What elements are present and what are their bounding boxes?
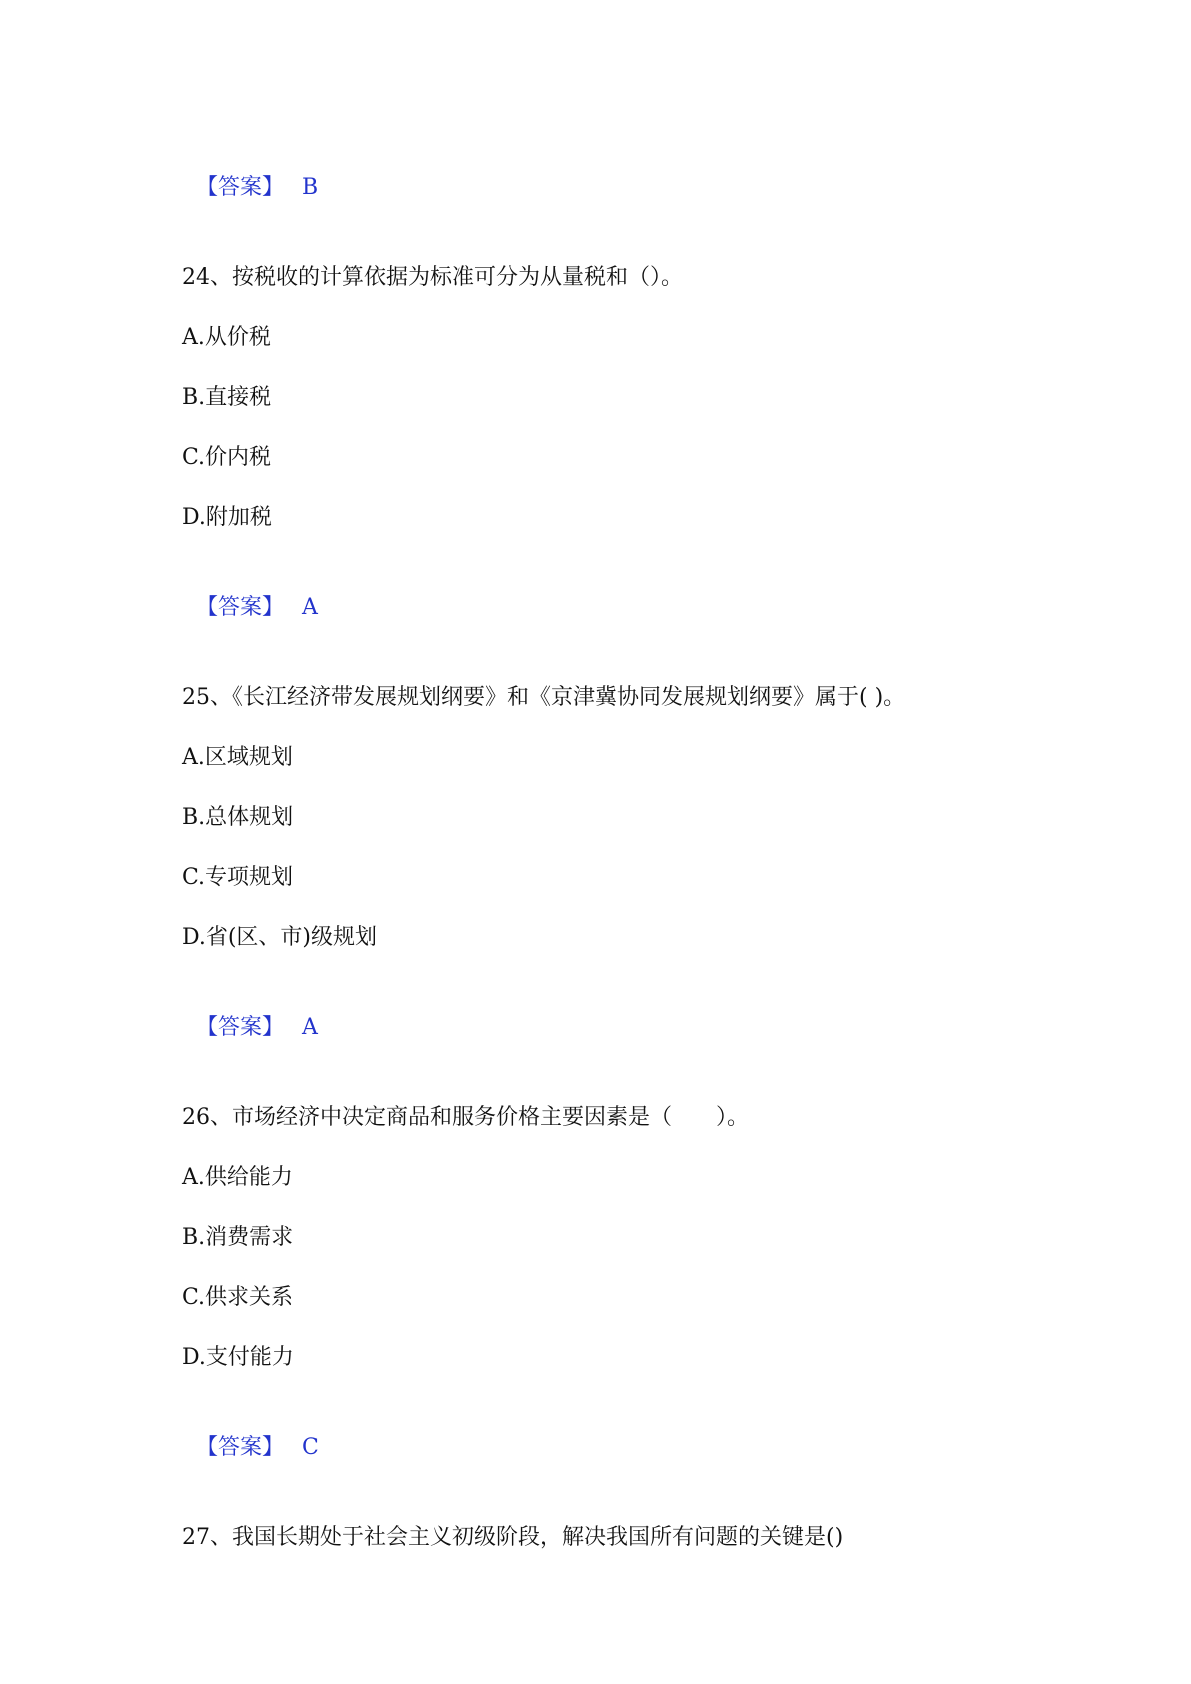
option-24-c: C.价内税 [182,445,272,470]
answer-value: A [302,595,318,620]
question-24: 24、按税收的计算依据为标准可分为从量税和（）。 [182,265,683,290]
option-26-c: C.供求关系 [182,1285,294,1310]
question-25: 25、《长江经济带发展规划纲要》和《京津冀协同发展规划纲要》属于( )。 [182,685,906,710]
option-25-d: D.省(区、市)级规划 [182,925,378,950]
answer-label: 【答案】 [196,175,285,200]
answer-line-25 [182,983,318,1043]
option-26-a: A.供给能力 [182,1165,293,1190]
option-26-d: D.支付能力 [182,1345,294,1370]
option-24-b: B.直接税 [182,385,272,410]
option-26-b: B.消费需求 [182,1225,294,1250]
answer-value: B [302,175,319,200]
option-25-b: B.总体规划 [182,805,294,830]
answer-label: 【答案】 [196,1015,285,1040]
option-24-a: A.从价税 [182,325,271,350]
answer-label: 【答案】 [196,595,285,620]
answer-value: C [302,1435,319,1460]
option-25-a: A.区域规划 [182,745,293,770]
option-25-c: C.专项规划 [182,865,294,890]
question-27: 27、我国长期处于社会主义初级阶段，解决我国所有问题的关键是() [182,1525,844,1550]
option-24-d: D.附加税 [182,505,272,530]
answer-line-26 [182,1403,319,1463]
question-26: 26、市场经济中决定商品和服务价格主要因素是（ ）。 [182,1105,749,1130]
answer-value: A [302,1015,318,1040]
answer-label: 【答案】 [196,1435,285,1460]
answer-line-24 [182,563,318,623]
answer-line [182,143,318,203]
